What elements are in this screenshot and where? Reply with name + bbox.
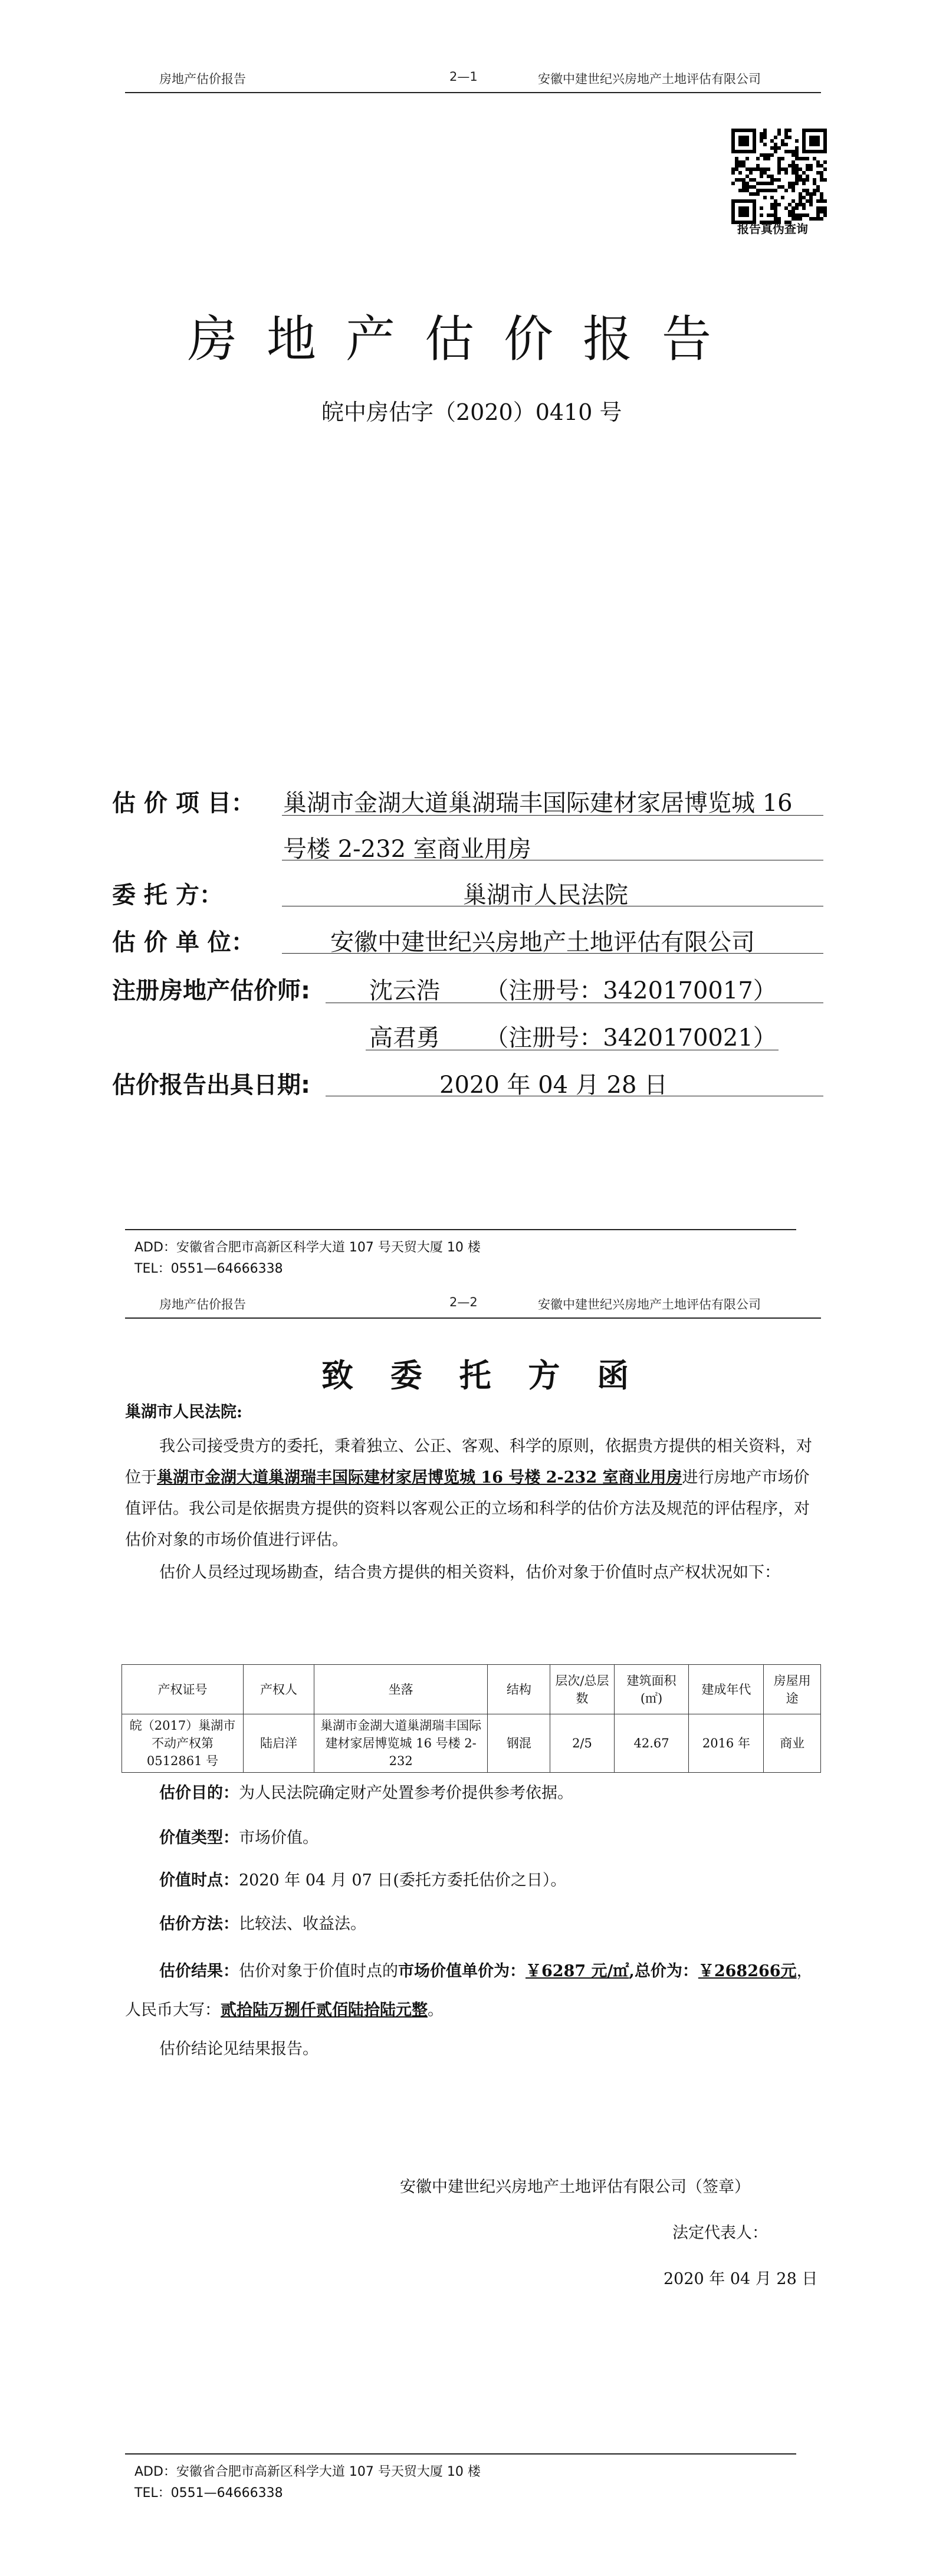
value-type-value: 市场价值。 — [239, 1829, 318, 1847]
result-rmb-uppercase: 贰拾陆万捌仟贰佰陆拾陆元整 — [221, 2001, 428, 2019]
page2-header-left: 房地产估价报告 — [159, 1297, 246, 1312]
result-unit-price: ￥6287 元/㎡ — [526, 1962, 629, 1980]
method-label: 估价方法： — [159, 1915, 239, 1933]
paragraph-1 — [125, 1431, 821, 1556]
signature-legal-rep: 法定代表人： — [672, 2224, 768, 2242]
page1-footer-rule — [125, 1229, 796, 1230]
appraiser-label: 注册房地产估价师: — [112, 977, 310, 1004]
appraiser-2: 高君勇 （注册号：3420170021） — [369, 1024, 777, 1052]
table-header: 层次/总层数 — [550, 1665, 614, 1714]
page2-footer-tel: TEL：0551—64666338 — [134, 2486, 283, 2501]
project-underline-1 — [282, 815, 823, 816]
unit-underline — [282, 953, 823, 954]
table-cell: 巢湖市金湖大道巢湖瑞丰国际建材家居博览城 16 号楼 2-232 — [314, 1714, 488, 1773]
qr-caption: 报告真伪查询 — [737, 222, 808, 236]
client-label: 委 托 方： — [112, 882, 223, 909]
table-cell: 陆启洋 — [244, 1714, 314, 1773]
method-line — [159, 1908, 366, 1940]
letter-title: 致 委 托 方 函 — [321, 1356, 642, 1394]
table-row — [122, 1714, 821, 1773]
value-time-line — [159, 1865, 566, 1896]
table-header-row — [122, 1665, 821, 1714]
table-cell: 2/5 — [550, 1714, 614, 1773]
date-value: 2020 年 04 月 28 日 — [439, 1072, 668, 1099]
table-cell: 42.67 — [614, 1714, 689, 1773]
page1-header-right: 安徽中建世纪兴房地产土地评估有限公司 — [538, 72, 761, 86]
page2-header-page-number: 2—2 — [449, 1295, 478, 1309]
result-total-price: ￥268266 — [698, 1962, 781, 1980]
table-header: 房屋用途 — [764, 1665, 821, 1714]
date-label: 估价报告出具日期: — [112, 1072, 310, 1099]
appraiser-1: 沈云浩 （注册号：3420170017） — [369, 977, 777, 1004]
project-value-line2: 号楼 2-232 室商业用房 — [283, 836, 531, 863]
value-type-label: 价值类型： — [159, 1829, 239, 1847]
table-cell: 皖（2017）巢湖市不动产权第 0512861 号 — [122, 1714, 244, 1773]
paragraph-1-start: 我公司接受贵方的委托，秉着独立、公正、客观、科学的原则，依据贵方提供的相关资料，对位于 — [125, 1437, 812, 1487]
table-header: 坐落 — [314, 1665, 488, 1714]
client-value: 巢湖市人民法院 — [463, 882, 628, 909]
table-header: 产权人 — [244, 1665, 314, 1714]
page-title: 房地产估价报告 — [188, 310, 741, 368]
page1-header-left: 房地产估价报告 — [159, 72, 246, 86]
page2-footer-rule — [125, 2453, 796, 2455]
result-text-a: 估价对象于价值时点的 — [239, 1962, 398, 1980]
project-label: 估 价 项 目： — [112, 790, 255, 817]
result-paragraph — [125, 1952, 821, 2030]
result-period: 。 — [428, 2001, 444, 2019]
table-cell: 钢混 — [488, 1714, 550, 1773]
method-value: 比较法、收益法。 — [239, 1915, 366, 1933]
result-unit-price-label: 市场价值单价为： — [398, 1962, 526, 1980]
table-header: 结构 — [488, 1665, 550, 1714]
purpose-line — [159, 1777, 573, 1809]
page2-header-right: 安徽中建世纪兴房地产土地评估有限公司 — [538, 1297, 761, 1312]
paragraph-1-end: 进行房地产市场价值评估。我公司是依据贵方提供的资料以客观公正的立场和科学的估价方法及规范的评估程序，对估价对象的市场价值进行评估。 — [125, 1468, 810, 1549]
unit-label: 估 价 单 位： — [112, 929, 255, 956]
signature-company: 安徽中建世纪兴房地产土地评估有限公司（签章） — [400, 2178, 750, 2196]
report-number: 皖中房估字（2020）0410 号 — [321, 399, 622, 425]
page1-footer-tel: TEL：0551—64666338 — [134, 1261, 283, 1276]
page1-header-rule — [125, 92, 821, 93]
addressee: 巢湖市人民法院: — [125, 1403, 242, 1421]
table-header: 建成年代 — [689, 1665, 764, 1714]
property-rights-table — [121, 1664, 821, 1773]
result-comma: , — [629, 1962, 635, 1980]
page1-header-page-number: 2—1 — [449, 70, 478, 84]
table-cell: 2016 年 — [689, 1714, 764, 1773]
result-rmb-label: ，人民币大写： — [125, 1962, 813, 2019]
project-value-line1: 巢湖市金湖大道巢湖瑞丰国际建材家居博览城 16 — [283, 790, 793, 817]
signature-date: 2020 年 04 月 28 日 — [664, 2270, 818, 2288]
table-header: 建筑面积(㎡) — [614, 1665, 689, 1714]
result-total-label: 总价为： — [634, 1962, 698, 1980]
purpose-label: 估价目的： — [159, 1784, 239, 1802]
value-time-value: 2020 年 04 月 07 日(委托方委托估价之日）。 — [239, 1871, 567, 1890]
paragraph-2: 估价人员经过现场勘查，结合贵方提供的相关资料，估价对象于价值时点产权状况如下： — [159, 1563, 780, 1582]
paragraph-1-property: 巢湖市金湖大道巢湖瑞丰国际建材家居博览城 16 号楼 2-232 室商业用房 — [157, 1468, 682, 1487]
unit-value: 安徽中建世纪兴房地产土地评估有限公司 — [330, 929, 755, 956]
purpose-value: 为人民法院确定财产处置参考价提供参考依据。 — [239, 1784, 573, 1802]
result-total-unit: 元 — [780, 1962, 797, 1980]
page2-footer-address: ADD：安徽省合肥市高新区科学大道 107 号天贸大厦 10 楼 — [134, 2465, 481, 2479]
value-type-line — [159, 1822, 318, 1854]
value-time-label: 价值时点： — [159, 1871, 239, 1890]
table-header: 产权证号 — [122, 1665, 244, 1714]
table-cell: 商业 — [764, 1714, 821, 1773]
page1-footer-address: ADD：安徽省合肥市高新区科学大道 107 号天贸大厦 10 楼 — [134, 1240, 481, 1255]
conclusion: 估价结论见结果报告。 — [159, 2040, 318, 2058]
page2-header-rule — [125, 1317, 821, 1319]
result-label: 估价结果： — [159, 1962, 239, 1980]
qr-code-icon[interactable] — [731, 129, 827, 224]
